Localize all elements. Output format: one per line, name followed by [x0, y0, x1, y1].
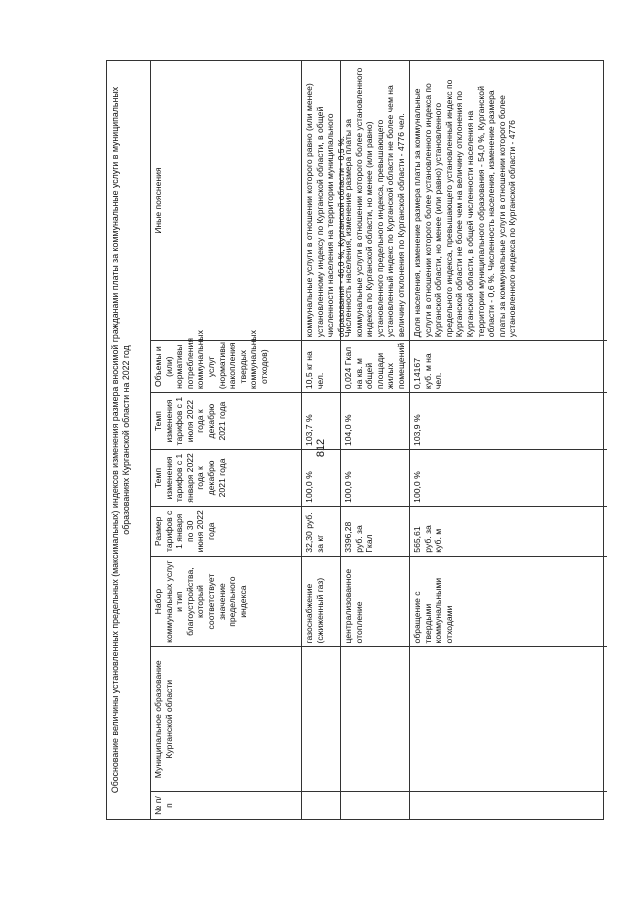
header-tariff: Размер тарифов с 1 января по 30 июня 2022 года — [151, 506, 301, 556]
header-notes: Иные пояснения — [153, 167, 163, 234]
header-services: Набор коммунальных услуг и тип благоустройства, который соответствует значение предельного индекса — [151, 556, 301, 647]
header-num: № п/п — [151, 791, 301, 819]
table-row — [410, 61, 607, 819]
volume-cell: 10,5 кг на чел. — [302, 340, 340, 392]
service-cell: газоснабжение (сжиженный газ) — [302, 556, 340, 647]
tariff-cell: 32,30 руб. за кг — [302, 506, 340, 556]
table-row — [341, 61, 410, 819]
header-row — [151, 61, 302, 819]
temp-july-cell: 103,7 % — [302, 392, 340, 449]
temp-july-cell: 103,9 % — [410, 392, 607, 449]
volume-cell: 0,024 Гкал на кв. м общей площади жилых помещений — [341, 340, 409, 392]
temp-january-cell: 100,0 % — [410, 449, 607, 506]
notes-cell: Численность населения, изменение размера платы за коммунальные услуги в отношении которого более установленного индекса по Курганской области, но менее (или равно) установленного предельного индекса, превышающего установленный индекс по Курганской области не более чем на величину отклонения по Курганской области - 4776 чел. — [343, 67, 406, 338]
header-temp-july: Темп изменения тарифов с 1 июля 2022 года к декабрю 2021 года — [151, 392, 301, 449]
header-temp-january: Темп изменения тарифов с 1 января 2022 года к декабрю 2021 года — [151, 449, 301, 506]
header-volumes: Объемы и (или) нормативы потребления коммунальных услуг (нормативы накопления твердых коммунальных отходов) — [151, 340, 301, 392]
tariff-cell: 565,61 руб. за куб. м — [410, 506, 607, 556]
volume-cell: 0,14167 куб. м на чел. — [410, 340, 607, 392]
rotated-table-container — [106, 60, 604, 820]
temp-january-cell: 100,0 % — [302, 449, 340, 506]
justification-table — [106, 60, 604, 820]
notes-cell: коммунальные услуги в отношении которого равно (или менее) установленному индексу по Курганской области, в общей численности населения на территории муниципального образования - 46,0 %, Курганской области - 0,5 %. — [304, 83, 346, 338]
page-number: 812 — [315, 438, 328, 458]
tariff-cell: 3396,28 руб. за Гкал — [341, 506, 409, 556]
table-row — [302, 61, 346, 819]
temp-july-cell: 104,0 % — [341, 392, 409, 449]
header-municipality: Муниципальное образование Курганской области — [151, 646, 301, 791]
table-title: Обоснование величины установленных предельных (максимальных) индексов изменения размера вносимой гражданами платы за коммунальные услуги в муниципальных образованиях Курганской области на 2022 год — [107, 61, 151, 819]
notes-cell: Доля населения, изменение размера платы за коммунальные услуги в отношении которого более установленного индекса по Курганской области, но менее (или равно) установленного предельного индекса, превышающего установленный индекс по Курганской области не более чем на величину отклонения по Курганской области, в общей численности населения на территории муниципального образования - 54,0 %, Курганской области - 0,6 %. Численность населения, изменение размера платы за коммунальные услуги в отношении которого более установленного индекса по Курганской области - 4776 — [412, 79, 518, 338]
service-cell: обращение с твердыми коммунальными отходами — [410, 556, 607, 647]
temp-january-cell: 100,0 % — [341, 449, 409, 506]
service-cell: централизованное отопление — [341, 556, 409, 647]
